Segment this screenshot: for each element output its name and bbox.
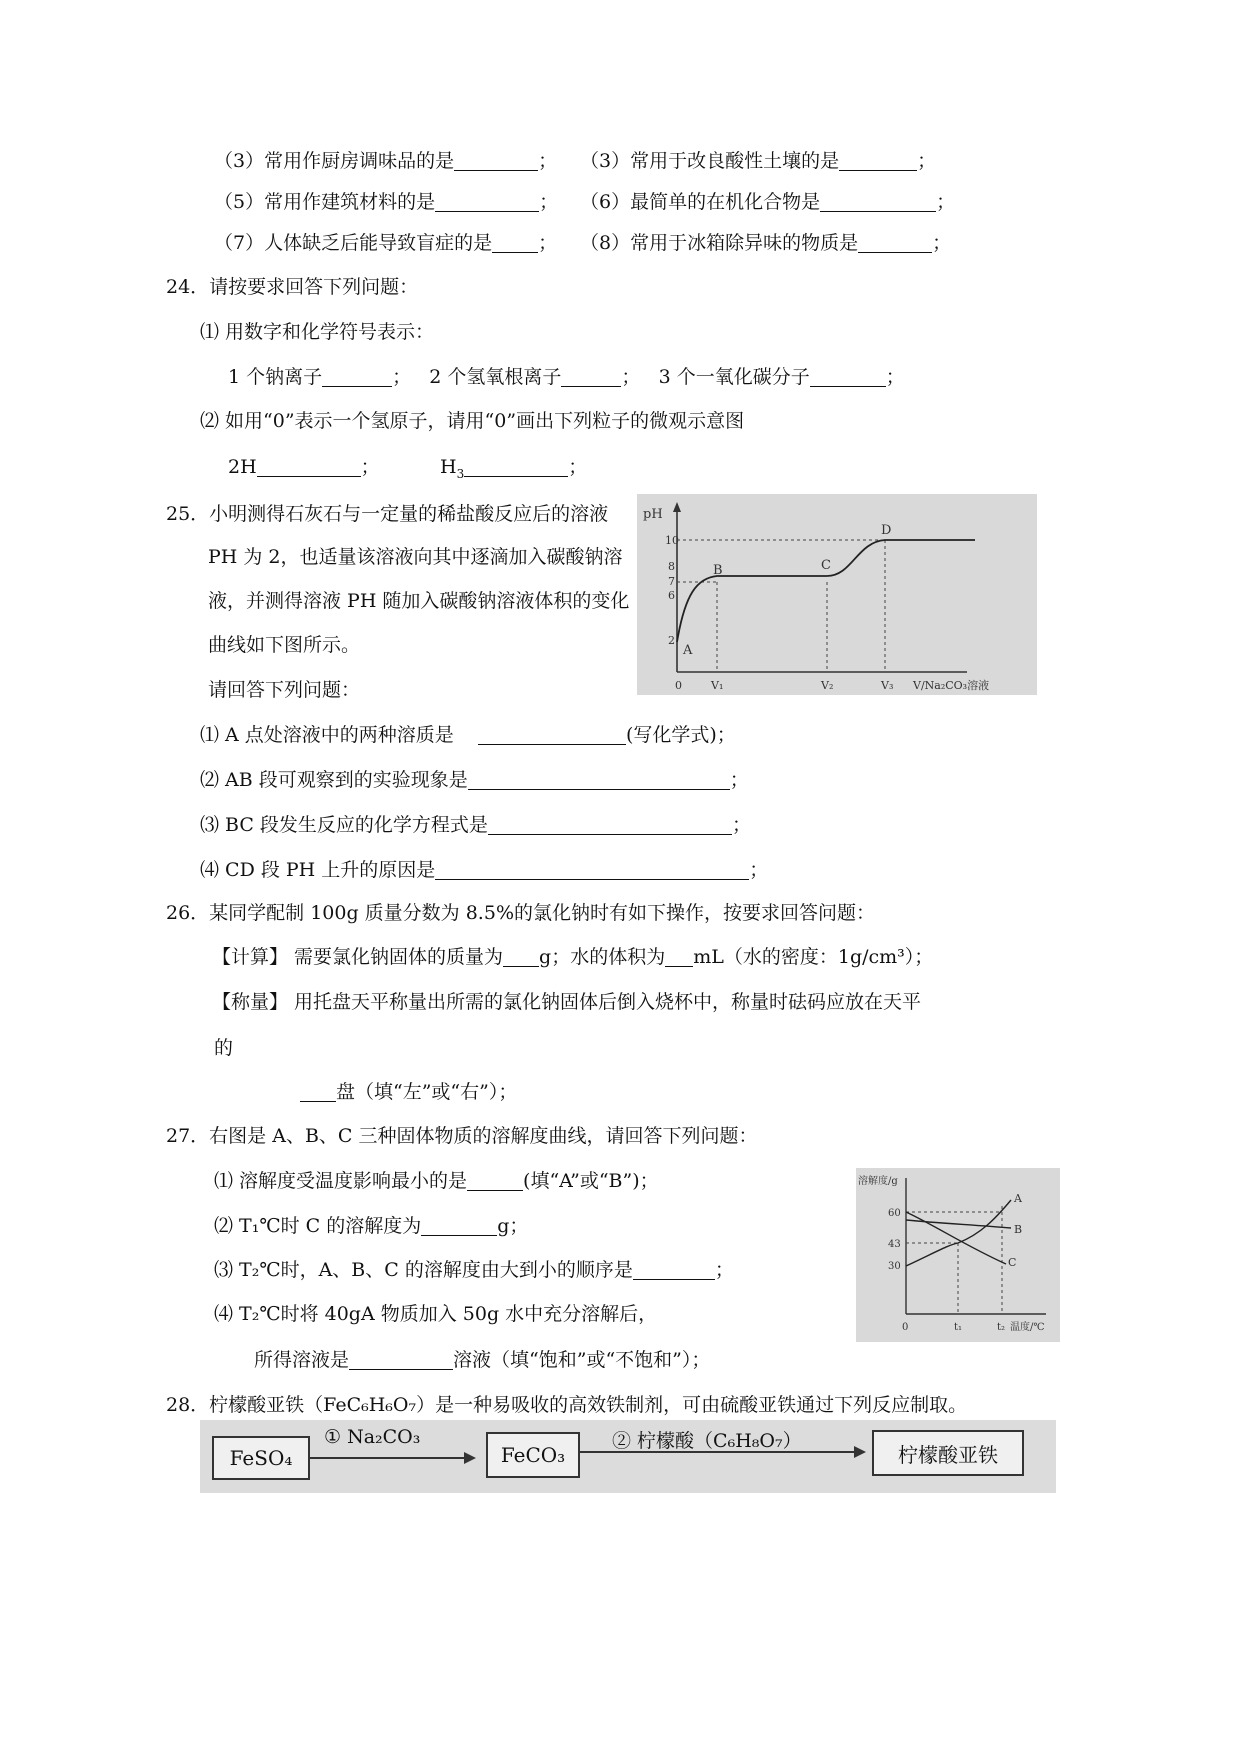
answer-blank[interactable]	[421, 1215, 497, 1236]
y-tick-60: 60	[888, 1208, 901, 1219]
answer-blank[interactable]	[435, 191, 539, 212]
answer-blank[interactable]	[633, 1259, 715, 1280]
solubility-curve-figure	[856, 1168, 1060, 1342]
q26-calc	[212, 944, 933, 970]
q24-part-2: ⑵ 如用“0”表示一个氢原子，请用“0”画出下列粒子的微观示意图	[200, 410, 745, 432]
q27-sub-2-text: ⑵ T₁℃时 C 的溶解度为	[214, 1215, 422, 1237]
q23-item-8-text: （8）常用于冰箱除异味的物质是	[580, 232, 859, 254]
y-axis-arrow	[673, 502, 681, 512]
answer-blank[interactable]	[561, 366, 621, 387]
q25-stem-5: 请回答下列问题：	[208, 679, 361, 701]
answer-blank[interactable]	[492, 232, 538, 253]
y-tick-2: 2	[668, 634, 675, 647]
answer-blank[interactable]	[349, 1349, 453, 1370]
feco3-label: FeCO₃	[500, 1443, 566, 1467]
q25-sub-1-note: (写化学式)；	[625, 724, 736, 746]
q24-diagram-row	[228, 454, 380, 480]
q27-sub-4c-text: 溶液（填“饱和”或“不饱和”）；	[453, 1349, 711, 1371]
q23-item-3b-text: （3）常用于改良酸性土壤的是	[580, 150, 840, 172]
q25-sub-4	[200, 857, 768, 883]
semicolon: ；	[731, 814, 751, 836]
q27-sub-4b-text: 所得溶液是	[254, 1349, 350, 1371]
q23-item-6	[580, 189, 955, 215]
q23-item-5	[214, 189, 558, 215]
q25-stem-1: 25．小明测得石灰石与一定量的稀盐酸反应后的溶液	[166, 503, 609, 525]
q27-sub-3-text: ⑶ T₂℃时，A、B、C 的溶解度由大到小的顺序是	[214, 1259, 633, 1281]
q25-sub-1	[200, 722, 736, 748]
q27-sub-2	[214, 1213, 528, 1239]
answer-blank[interactable]	[322, 366, 392, 387]
series-a-label: A	[1014, 1192, 1022, 1205]
q26-weigh-cont: 的	[214, 1037, 234, 1059]
q23-item-5-text: （5）常用作建筑材料的是	[214, 191, 436, 213]
semicolon: ；	[568, 456, 588, 478]
q27-title: 27．右图是 A、B、C 三种固体物质的溶解度曲线，请回答下列问题：	[166, 1125, 758, 1147]
q26-calc-text-1: 【计算】 需要氯化钠固体的质量为	[212, 946, 504, 968]
semicolon: ；	[538, 232, 558, 254]
ph-curve-figure	[637, 494, 1037, 695]
sodium-ion-label: 1 个钠离子	[228, 366, 323, 388]
q26-calc-text-2: g；水的体积为	[539, 946, 666, 968]
y-axis-label: 溶解度/g	[858, 1176, 898, 1187]
answer-blank[interactable]	[839, 150, 917, 171]
x-tick-t2: t₂	[997, 1322, 1006, 1333]
y-tick-10: 10	[665, 534, 679, 547]
product-box	[872, 1430, 1024, 1476]
answer-blank[interactable]	[257, 456, 361, 477]
x-axis-label: 温度/℃	[1010, 1322, 1045, 1333]
x-axis-label: V/Na₂CO₃溶液	[913, 679, 990, 692]
y-axis-label: pH	[643, 507, 663, 522]
q27-sub-1-text: ⑴ 溶解度受温度影响最小的是	[214, 1170, 468, 1192]
feso4-box	[212, 1436, 310, 1480]
q23-item-7-text: （7）人体缺乏后能导致盲症的是	[214, 232, 493, 254]
q26-pan	[300, 1079, 517, 1105]
answer-blank[interactable]	[503, 946, 539, 967]
answer-blank[interactable]	[454, 150, 538, 171]
semicolon: ；	[539, 191, 559, 213]
q27-sub-1-note: (填“A”或“B”)；	[523, 1170, 659, 1192]
q24-diagram-row-h3	[440, 454, 587, 487]
x-tick-t1: t₁	[954, 1322, 963, 1333]
answer-blank[interactable]	[820, 191, 936, 212]
q24-part-1: ⑴ 用数字和化学符号表示：	[200, 321, 435, 343]
semicolon: ；	[538, 150, 558, 172]
y-tick-43: 43	[888, 1239, 901, 1250]
semicolon: ；	[729, 769, 749, 791]
q25-sub-2-text: ⑵ AB 段可观察到的实验现象是	[200, 769, 468, 791]
curve-b	[906, 1220, 1011, 1228]
answer-blank[interactable]	[665, 946, 693, 967]
q27-sub-3	[214, 1257, 734, 1283]
q27-sub-4: ⑷ T₂℃时将 40gA 物质加入 50g 水中充分溶解后，	[214, 1303, 658, 1325]
q27-sub-4-cont	[254, 1347, 710, 1373]
feso4-label: FeSO₄	[229, 1446, 293, 1470]
curve-c	[906, 1212, 1006, 1264]
q23-item-3a	[214, 148, 557, 174]
arrow-2	[578, 1442, 868, 1462]
q23-item-8	[580, 230, 951, 256]
answer-blank[interactable]	[467, 1170, 523, 1191]
point-c: C	[821, 558, 831, 573]
q26-title: 26．某同学配制 100g 质量分数为 8.5%的氯化钠时有如下操作，按要求回答问题：	[166, 902, 875, 924]
answer-blank[interactable]	[435, 859, 749, 880]
semicolon: ；	[936, 191, 956, 213]
y-tick-7: 7	[668, 575, 675, 588]
solubility-svg	[856, 1168, 1060, 1342]
x-tick-0: 0	[902, 1322, 909, 1333]
x-tick-v3: V₃	[881, 679, 894, 692]
y-tick-30: 30	[888, 1261, 901, 1272]
q23-item-3b	[580, 148, 936, 174]
x-tick-0: 0	[675, 679, 682, 692]
ph-curve-svg	[637, 494, 1037, 695]
answer-blank[interactable]	[300, 1081, 336, 1102]
point-b: B	[713, 563, 723, 578]
q23-item-6-text: （6）最简单的在机化合物是	[580, 191, 821, 213]
semicolon: ；	[932, 232, 952, 254]
answer-blank[interactable]	[464, 456, 568, 477]
semicolon: ；	[885, 366, 905, 388]
answer-blank[interactable]	[468, 769, 730, 790]
q26-weigh: 【称量】 用托盘天平称量出所需的氯化钠固体后倒入烧杯中，称量时砝码应放在天平	[212, 991, 922, 1013]
q25-sub-1-text: ⑴ A 点处溶液中的两种溶质是	[200, 724, 454, 746]
q27-sub-2-note: g；	[497, 1215, 529, 1237]
q26-calc-text-3: mL（水的密度：1g/cm³）；	[693, 946, 934, 968]
arrow-1	[308, 1448, 478, 1468]
answer-blank[interactable]	[478, 724, 626, 745]
q23-item-7	[214, 230, 557, 256]
hydroxide-label: 2 个氢氧根离子	[429, 366, 562, 388]
q25-sub-2	[200, 767, 749, 793]
semicolon: ；	[749, 859, 769, 881]
ph-curve	[677, 540, 975, 642]
answer-blank[interactable]	[488, 814, 732, 835]
product-label: 柠檬酸亚铁	[898, 1442, 998, 1467]
x-tick-v1: V₁	[711, 679, 724, 692]
q25-sub-3	[200, 812, 751, 838]
series-c-label: C	[1008, 1256, 1017, 1269]
answer-blank[interactable]	[858, 232, 932, 253]
q23-item-3a-text: （3）常用作厨房调味品的是	[214, 150, 455, 172]
q24-symbols-row	[228, 364, 905, 390]
q25-stem-4: 曲线如下图所示。	[208, 634, 361, 656]
q25-sub-4-text: ⑷ CD 段 PH 上升的原因是	[200, 859, 436, 881]
q24-title: 24．请按要求回答下列问题：	[166, 276, 419, 298]
y-tick-6: 6	[668, 589, 675, 602]
semicolon: ；	[360, 456, 380, 478]
q25-stem-2: PH 为 2，也适量该溶液向其中逐滴加入碳酸钠溶	[208, 546, 623, 568]
point-d: D	[881, 523, 892, 538]
y-tick-8: 8	[668, 560, 675, 573]
answer-blank[interactable]	[810, 366, 886, 387]
series-b-label: B	[1014, 1223, 1023, 1236]
semicolon: ；	[621, 366, 641, 388]
semicolon: ；	[392, 366, 412, 388]
semicolon: ；	[917, 150, 937, 172]
step1-label: ① Na₂CO₃	[324, 1426, 421, 1448]
point-a: A	[683, 643, 693, 658]
q27-sub-1	[214, 1168, 659, 1194]
reaction-flow-figure	[200, 1420, 1056, 1493]
feco3-box	[486, 1432, 580, 1478]
co-molecule-label: 3 个一氧化碳分子	[658, 366, 810, 388]
x-tick-v2: V₂	[821, 679, 834, 692]
q25-sub-3-text: ⑶ BC 段发生反应的化学方程式是	[200, 814, 488, 836]
step2-label: ② 柠檬酸（C₆H₈O₇）	[612, 1430, 802, 1452]
semicolon: ；	[714, 1259, 734, 1281]
q26-pan-text: 盘（填“左”或“右”）；	[336, 1081, 518, 1103]
q25-stem-3: 液，并测得溶液 PH 随加入碳酸钠溶液体积的变化	[208, 590, 630, 612]
q28-title: 28．柠檬酸亚铁（FeC₆H₆O₇）是一种易吸收的高效铁制剂，可由硫酸亚铁通过下列反应制取。	[166, 1394, 968, 1416]
h3-subscript: 3	[456, 466, 465, 481]
h3-label: H	[440, 456, 457, 478]
two-h-label: 2H	[228, 456, 257, 478]
